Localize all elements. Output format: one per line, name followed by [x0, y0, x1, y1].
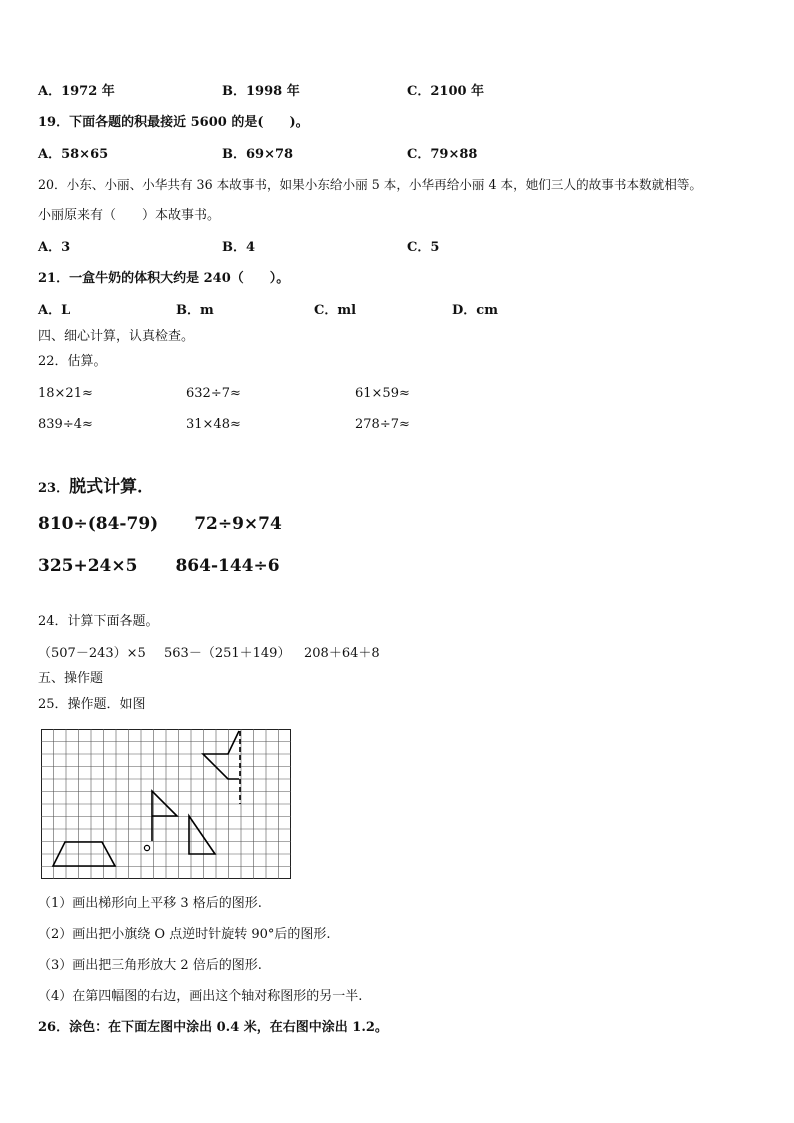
q25-grid-figure — [41, 729, 292, 881]
q21-option-d: D．cm — [452, 303, 498, 318]
q24-item-3: 208＋64＋8 — [304, 646, 380, 661]
q23-expr-4: 864-144÷6 — [175, 556, 280, 576]
q19-option-c: C．79×88 — [407, 147, 478, 162]
q22-item-4: 839÷4≈ — [38, 417, 93, 432]
q24-item-2: 563－（251＋149） — [164, 646, 291, 661]
q19-option-b: B．69×78 — [222, 147, 294, 162]
q18-option-a: A．1972 年 — [38, 84, 115, 99]
q24-stem: 24．计算下面各题。 — [38, 614, 159, 629]
q25-stem: 25．操作题．如图 — [38, 697, 146, 712]
q18-option-b: B．1998 年 — [222, 84, 300, 99]
q19-stem: 19．下面各题的积最接近 5600 的是( )。 — [38, 115, 309, 130]
q22-stem: 22．估算。 — [38, 354, 107, 369]
q23-number: 23． — [38, 481, 70, 496]
q25-task-4: （4）在第四幅图的右边，画出这个轴对称图形的另一半. — [38, 989, 363, 1004]
q20-stem-line2: 小丽原来有（ ）本故事书。 — [38, 208, 221, 223]
q21-stem: 21．一盒牛奶的体积大约是 240（ ）。 — [38, 271, 290, 286]
q20-option-c: C．5 — [407, 240, 440, 255]
q21-option-a: A．L — [38, 303, 71, 318]
section-4-heading: 四、细心计算，认真检查。 — [38, 329, 195, 344]
q23-expr-3: 325+24×5 — [38, 556, 138, 576]
q26-stem: 26．涂色：在下面左图中涂出 0.4 米，在右图中涂出 1.2。 — [38, 1020, 388, 1035]
section-5-heading: 五、操作题 — [38, 671, 104, 686]
q22-item-1: 18×21≈ — [38, 386, 93, 401]
q20-option-a: A．3 — [38, 240, 71, 255]
q21-option-c: C．ml — [314, 303, 357, 318]
point-o — [144, 845, 149, 850]
q22-item-5: 31×48≈ — [186, 417, 241, 432]
q22-item-6: 278÷7≈ — [355, 417, 410, 432]
q25-task-1: （1）画出梯形向上平移 3 格后的图形. — [38, 896, 262, 911]
q21-option-b: B．m — [176, 303, 214, 318]
q20-stem-line1: 20．小东、小丽、小华共有 36 本故事书，如果小东给小丽 5 本，小华再给小丽 4 本，她们三人的故事书本数就相等。 — [38, 177, 703, 192]
q18-option-c: C．2100 年 — [407, 84, 485, 99]
q23-expr-2: 72÷9×74 — [194, 514, 282, 534]
q20-option-b: B．4 — [222, 240, 256, 255]
q25-task-2: （2）画出把小旗绕 O 点逆时针旋转 90°后的图形. — [38, 927, 331, 942]
q23-row-2 — [38, 556, 280, 576]
q23-heading — [38, 472, 154, 497]
q19-option-a: A．58×65 — [38, 147, 109, 162]
q23-title: 脱式计算． — [69, 477, 155, 497]
q22-item-3: 61×59≈ — [355, 386, 410, 401]
q22-item-2: 632÷7≈ — [186, 386, 241, 401]
q24-item-1: （507－243）×5 — [38, 646, 146, 661]
q23-row-1 — [38, 514, 282, 534]
q25-task-3: （3）画出把三角形放大 2 倍后的图形. — [38, 958, 262, 973]
q23-expr-1: 810÷(84-79) — [38, 514, 159, 534]
